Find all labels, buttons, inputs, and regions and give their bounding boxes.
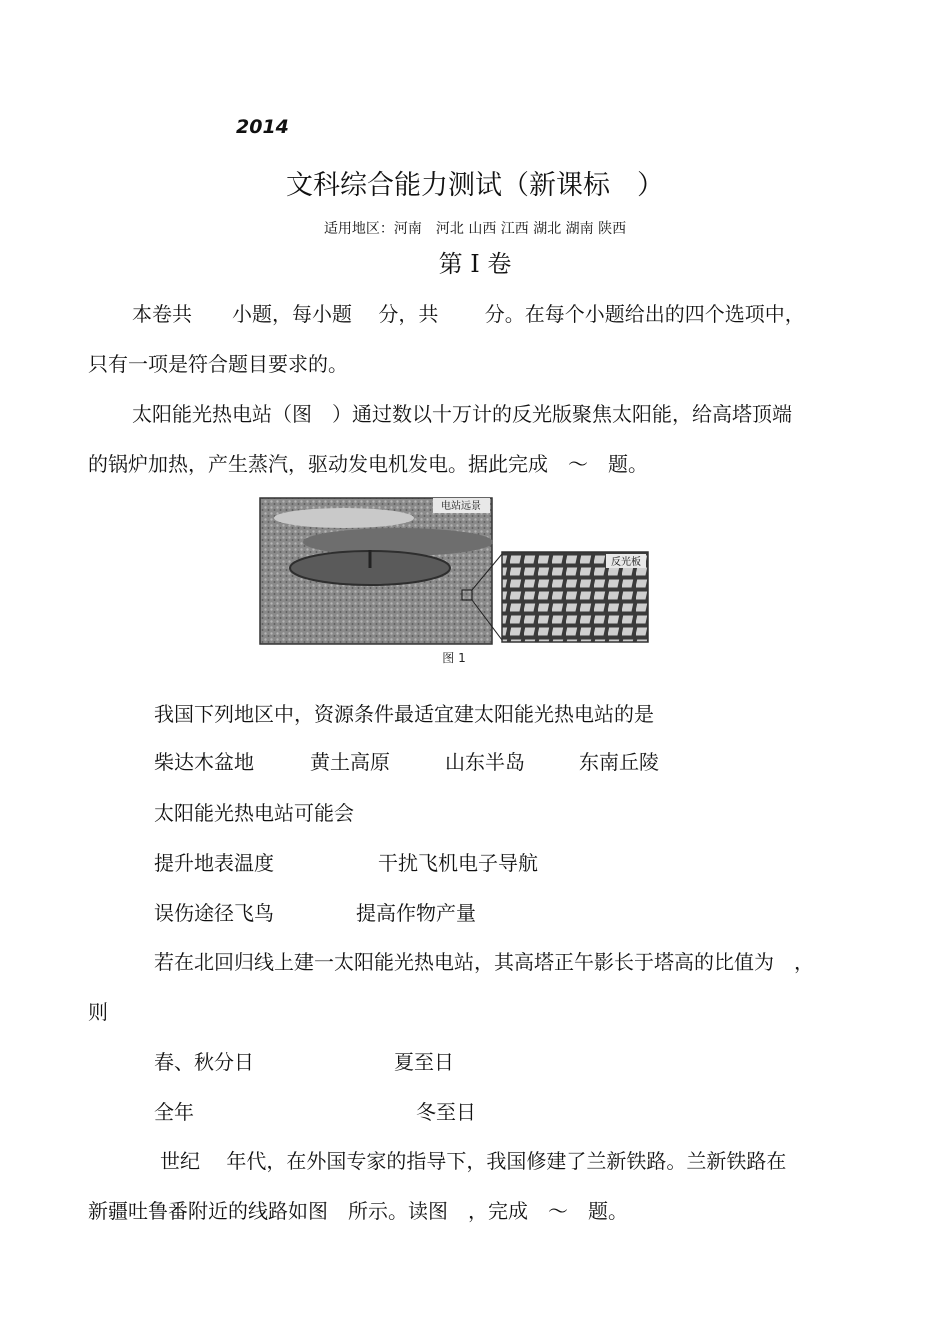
reflector-panel-photo bbox=[502, 552, 648, 642]
far-view-label: 电站远景 bbox=[441, 501, 481, 512]
passage1-line-2: 的锅炉加热，产生蒸汽，驱动发电机发电。据此完成 ～ 题。 bbox=[88, 452, 648, 476]
figure-caption: 图 1 bbox=[442, 651, 466, 665]
page-title: 文科综合能力测试（新课标 ） bbox=[286, 170, 664, 201]
q3-stem-line-2: 则 bbox=[88, 1000, 108, 1024]
figure-1-solar-plant bbox=[258, 494, 650, 666]
q1-stem: 我国下列地区中，资源条件最适宜建太阳能光热电站的是 bbox=[154, 702, 654, 726]
q2-option-b: 干扰飞机电子导航 bbox=[378, 851, 538, 875]
q2-stem: 太阳能光热电站可能会 bbox=[154, 801, 354, 825]
volume-heading: 第 I 卷 bbox=[438, 250, 512, 278]
exam-year: 2014 bbox=[236, 116, 289, 138]
far-view-photo bbox=[260, 498, 493, 644]
q3-option-c: 全年 bbox=[154, 1100, 194, 1124]
q3-stem-line-1: 若在北回归线上建一太阳能光热电站，其高塔正午影长于塔高的比值为 ， bbox=[154, 950, 814, 974]
q1-option-c: 山东半岛 bbox=[445, 750, 525, 774]
q2-option-c: 误伤途径飞鸟 bbox=[154, 901, 274, 925]
q1-option-d: 东南丘陵 bbox=[579, 750, 659, 774]
applicable-regions: 适用地区：河南 河北 山西 江西 湖北 湖南 陕西 bbox=[323, 221, 627, 237]
intro-line-2: 只有一项是符合题目要求的。 bbox=[88, 352, 348, 376]
q1-option-b: 黄土高原 bbox=[310, 750, 390, 774]
reflector-panel-label: 反光板 bbox=[611, 557, 641, 568]
q3-option-b: 夏至日 bbox=[394, 1050, 454, 1074]
q2-option-a: 提升地表温度 bbox=[154, 851, 274, 875]
q3-option-d: 冬至日 bbox=[416, 1100, 476, 1124]
q1-option-a: 柴达木盆地 bbox=[154, 750, 254, 774]
passage2-line-2: 新疆吐鲁番附近的线路如图 所示。读图 ，完成 ～ 题。 bbox=[88, 1199, 628, 1223]
intro-line-1: 本卷共 小题，每小题 分，共 分。在每个小题给出的四个选项中， bbox=[132, 302, 805, 326]
q3-option-a: 春、秋分日 bbox=[154, 1050, 254, 1074]
q2-option-d: 提高作物产量 bbox=[356, 901, 476, 925]
passage1-line-1: 太阳能光热电站（图 ）通过数以十万计的反光版聚焦太阳能，给高塔顶端 bbox=[132, 402, 792, 426]
passage2-line-1: 世纪 年代，在外国专家的指导下，我国修建了兰新铁路。兰新铁路在 bbox=[160, 1149, 787, 1173]
